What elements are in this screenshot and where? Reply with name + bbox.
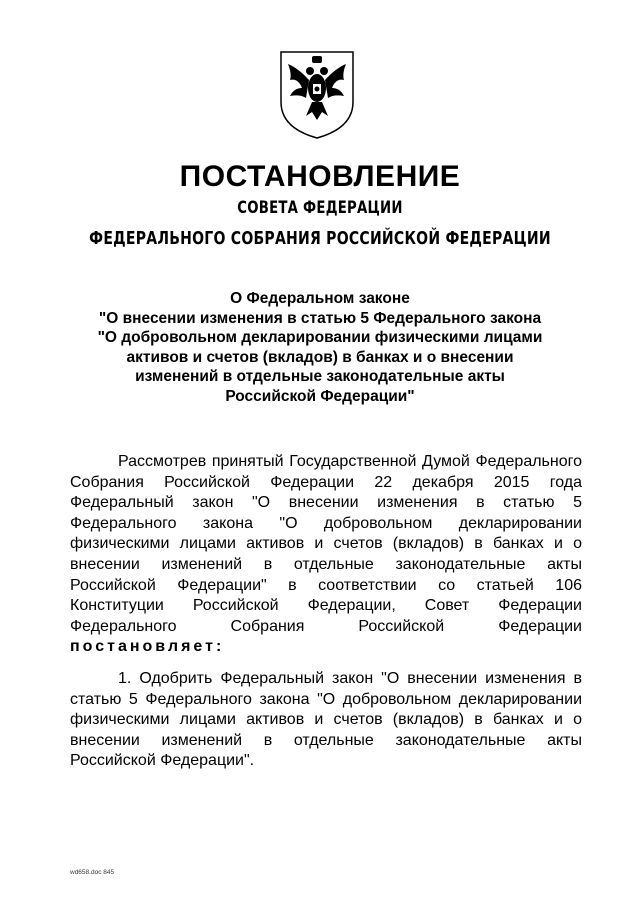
paragraph-line: Федерального Собрания Российской Федерации	[70, 617, 582, 635]
law-title-line: активов и счетов (вкладов) в банках и о внесении	[126, 348, 514, 366]
paragraph-line: внесении изменений в отдельные законодательные акты	[70, 731, 582, 749]
preamble-paragraph	[70, 452, 582, 658]
law-title-line: "О добровольном декларировании физическими лицами	[97, 329, 543, 346]
paragraph-line: статью 5 Федерального закона "О добровольном декларировании	[70, 690, 582, 708]
resolves-keyword: постановляет:	[70, 638, 225, 656]
paragraph-line: внесении изменений в отдельные законодательные акты	[70, 555, 582, 573]
law-title-block	[60, 289, 580, 406]
paragraph-line: физическими лицами активов и счетов (вкладов) в банках и о	[70, 711, 582, 729]
paragraph-line: 1. Одобрить Федеральный закон "О внесении изменения в	[118, 670, 582, 687]
document-subtitle-council: СОВЕТА ФЕДЕРАЦИИ	[237, 198, 403, 218]
document-title: ПОСТАНОВЛЕНИЕ	[179, 160, 461, 193]
document-file-code: wd658.doc 845	[70, 869, 115, 876]
document-subtitle-assembly: ФЕДЕРАЛЬНОГО СОБРАНИЯ РОССИЙСКОЙ ФЕДЕРАЦИИ	[89, 228, 551, 249]
paragraph-line: Собрания Российской Федерации 22 декабря 2015 года	[70, 473, 582, 491]
paragraph-line: Федерального закона "О добровольном декларировании	[70, 514, 582, 532]
law-title-line: О Федеральном законе	[230, 290, 410, 307]
law-title-line: изменений в отдельные законодательные акты	[135, 368, 505, 385]
paragraph-line: Конституции Российской Федерации, Совет Федерации	[70, 597, 582, 615]
resolution-item-1	[70, 669, 582, 772]
law-title-line: Российской Федерации"	[225, 387, 415, 405]
coat-of-arms-emblem	[276, 44, 358, 140]
law-title-line: "О внесении изменения в статью 5 Федерального закона	[98, 309, 542, 327]
paragraph-line: Федеральный закон "О внесении изменения в статью 5	[70, 494, 582, 512]
paragraph-line: физическими лицами активов и счетов (вкладов) в банках и о	[70, 535, 582, 553]
paragraph-line: Российской Федерации" в соответствии со статьей 106	[70, 576, 582, 594]
paragraph-line: Российской Федерации".	[70, 752, 255, 770]
paragraph-line: Рассмотрев принятый Государственной Думой Федерального	[118, 453, 582, 470]
